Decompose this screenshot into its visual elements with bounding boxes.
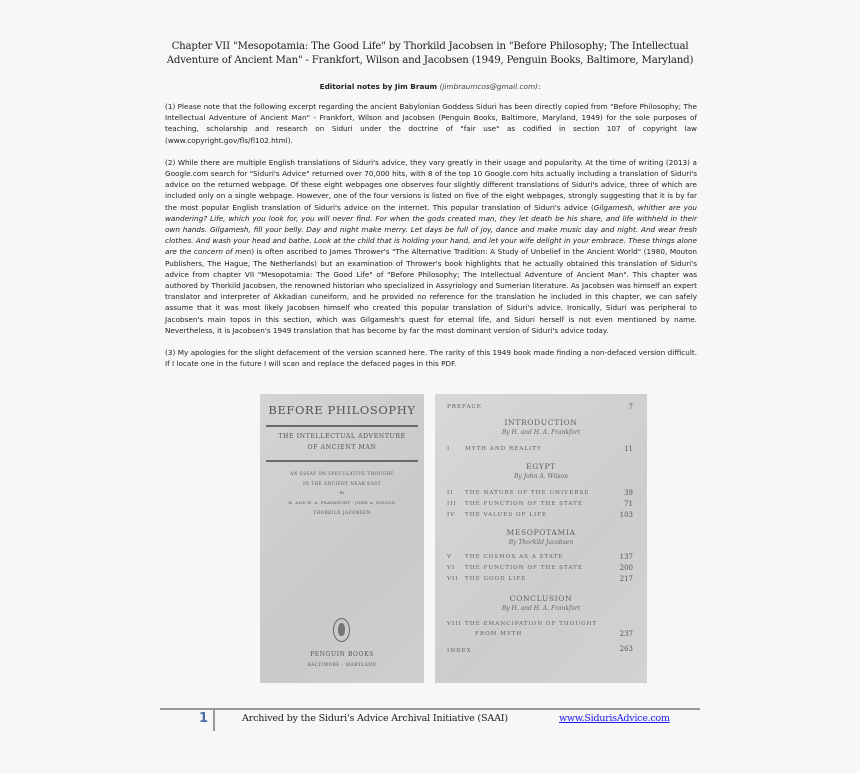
toc-chapter-title: THE GOOD LIFE — [465, 576, 527, 582]
siduri-advice-quote: Gilgamesh, whither are you wandering? Life, which you look for, you will never find. For when the gods created man, they let death be his share, and life withheld in their own hands. Gilgamesh, fill your belly. Day and night make merry. Let days be full of joy, dance and make music day and night. And wear fresh clothes. And wash your head and bathe. Look at the child that is holding your hand, and let your wife delight in your embrace. These things alone are the concern of men — [165, 202, 698, 257]
toc-section-heading: MESOPOTAMIA — [506, 528, 576, 537]
editor-email: (jimbraumcos@gmail.com) — [439, 82, 538, 91]
document-title — [160, 40, 700, 68]
note-2-intro: (2) While there are multiple English translations of Siduri's advice, they vary greatly in their usage and popularity. At the time of writing (2013) a Google.com search for "Siduri's Advice" returned over 70,000 hits, with 8 of the top 10 Google.com hits actually including a translation of Siduri's advice on the returned webpage. Of these eight webpages one observes four slightly different translations of Siduri's advice, three of which are included only on a single webpage. However, one of the four versions is listed on five of the eight webpages, strongly suggesting that it is by far the most popular English translation of Siduri's advice on the internet. This popular translation of Siduri's advice ( — [165, 157, 697, 212]
toc-page: 39 — [624, 489, 633, 497]
toc-chapter-number: IV — [447, 512, 456, 518]
toc-chapter-title-continued: FROM MYTH — [475, 631, 523, 637]
toc-chapter-number: II — [447, 490, 454, 496]
toc-chapter-title: THE FUNCTION OF THE STATE — [465, 565, 583, 571]
title-line-2: Adventure of Ancient Man" - Frankfort, Wilson and Jacobsen (1949, Penguin Books, Baltimore, Maryland) — [166, 55, 694, 66]
toc-chapter-title: MYTH AND REALITY — [465, 446, 542, 452]
penguin-logo-icon — [333, 618, 350, 642]
toc-section-author: By H. and H. A. Frankfort — [501, 429, 581, 436]
cover-divider — [266, 460, 418, 462]
cover-essay-2: IN THE ANCIENT NEAR EAST — [303, 481, 381, 486]
toc-preface: PREFACE — [447, 404, 482, 410]
title-line-1: Chapter VII "Mesopotamia: The Good Life" by Thorkild Jacobsen in "Before Philosophy; The Intellectual — [171, 41, 689, 52]
cover-title: BEFORE PHILOSOPHY — [268, 403, 416, 417]
toc-chapter-number: VII — [447, 576, 459, 582]
toc-section-heading: INTRODUCTION — [504, 418, 578, 427]
cover-place: BALTIMORE · MARYLAND — [307, 662, 377, 667]
toc-page: 263 — [619, 645, 633, 653]
toc-chapter-title: THE FUNCTION OF THE STATE — [465, 501, 583, 507]
toc-chapter-title: THE EMANCIPATION OF THOUGHT — [465, 621, 598, 627]
cover-authors-1: H. AND H. A. FRANKFORT · JOHN A. WILSON — [288, 500, 396, 505]
toc-section-heading: CONCLUSION — [509, 594, 573, 603]
footer-archive-text: Archived by the Siduri's Advice Archival Initiative (SAAI) — [242, 713, 508, 724]
note-2-rest: ) is often ascribed to James Thrower's "The Alternative Tradition: A Study of Unbelief in the Ancient World" (1980, Mouton Publishers, The Hague, The Netherlands) but an examination of Thrower's book highlights that he actually obtained this translation of Siduri's advice from chapter VII "Mesopotamia: The Good Life" of "Before Philosophy; The Intellectual Adventure of Ancient Man". This chapter was authored by Thorkild Jacobsen, the renowned historian who specialized in Assyriology and Sumerian literature. As Jacobsen was himself an expert translator and interpreter of Akkadian cuneiform, and he provided no reference for the translation he included in this chapter, we can safely assume that it was most likely Jacobsen himself who created this popular translation of Siduri's advice. Ironically, Siduri was peripheral to Jacobsen's main topos in this section, which was Gilgamesh's quest for eternal life, and Siduri herself is not even mentioned by name. Nevertheless, it is Jacobsen's 1949 translation that has become by far the most dominant version of Siduri's advice today. — [165, 247, 697, 335]
toc-chapter-title: THE VALUES OF LIFE — [465, 512, 548, 518]
toc-chapter-number: VI — [447, 565, 456, 571]
toc-page: 217 — [619, 575, 633, 583]
editorial-label: Editorial notes by Jim Braum — [319, 82, 438, 91]
toc-page: 137 — [619, 553, 633, 561]
toc-page: 7 — [628, 403, 633, 411]
editorial-colon: : — [537, 82, 541, 91]
toc-section-author: By Thorkild Jacobsen — [508, 539, 574, 546]
editorial-body — [165, 101, 697, 380]
toc-chapter-number: I — [447, 446, 451, 452]
toc-section-author: By John A. Wilson — [514, 473, 568, 480]
editorial-notes-heading — [160, 82, 700, 91]
toc-chapter-number: III — [447, 501, 457, 507]
toc-page: 200 — [619, 564, 633, 572]
toc-section-author: By H. and H. A. Frankfort — [501, 605, 581, 612]
toc-chapter-title: THE COSMOS AS A STATE — [465, 554, 564, 560]
toc-chapter-number: VIII — [447, 621, 462, 627]
table-of-contents-scan — [435, 394, 647, 683]
toc-page: 11 — [624, 445, 633, 453]
toc-section-heading: EGYPT — [526, 462, 556, 471]
toc-index: INDEX — [447, 648, 472, 654]
cover-publisher: PENGUIN BOOKS — [310, 651, 374, 658]
cover-subtitle-2: OF ANCIENT MAN — [307, 444, 377, 451]
cover-authors-2: THORKILD JACOBSEN — [313, 510, 371, 515]
toc-chapter-number: V — [447, 554, 453, 560]
siduris-advice-link[interactable]: www.SidurisAdvice.com — [559, 713, 670, 724]
cover-subtitle-1: THE INTELLECTUAL ADVENTURE — [278, 433, 406, 440]
note-3: (3) My apologies for the slight defacement of the version scanned here. The rarity of this 1949 book made finding a non-defaced version difficult. If I locate one in the future I will scan and replace the defaced pages in this PDF. — [165, 348, 697, 369]
footer-vertical-divider — [213, 710, 215, 731]
toc-page: 71 — [624, 500, 633, 508]
toc-chapter-title: THE NATURE OF THE UNIVERSE — [465, 490, 590, 496]
cover-essay-1: AN ESSAY ON SPECULATIVE THOUGHT — [290, 471, 394, 476]
page-number: 1 — [199, 711, 209, 726]
footer-divider — [160, 708, 700, 710]
note-1: (1) Please note that the following excerpt regarding the ancient Babylonian Goddess Siduri has been directly copied from "Before Philosophy; The Intellectual Adventure of Ancient Man" - Frankfort, Wilson and Jacobsen (Penguin Books, Baltimore, Maryland, 1949) for the sole purposes of teaching, scholarship and research on Siduri under the doctrine of "fair use" as codified in section 107 of copyright law (www.copyright.gov/fls/fl102.html). — [165, 102, 697, 145]
toc-page: 237 — [619, 630, 633, 638]
cover-divider — [266, 425, 418, 427]
book-cover-scan — [260, 394, 424, 683]
note-2 — [165, 157, 697, 336]
cover-by: BY — [339, 491, 345, 495]
toc-page: 103 — [619, 511, 633, 519]
